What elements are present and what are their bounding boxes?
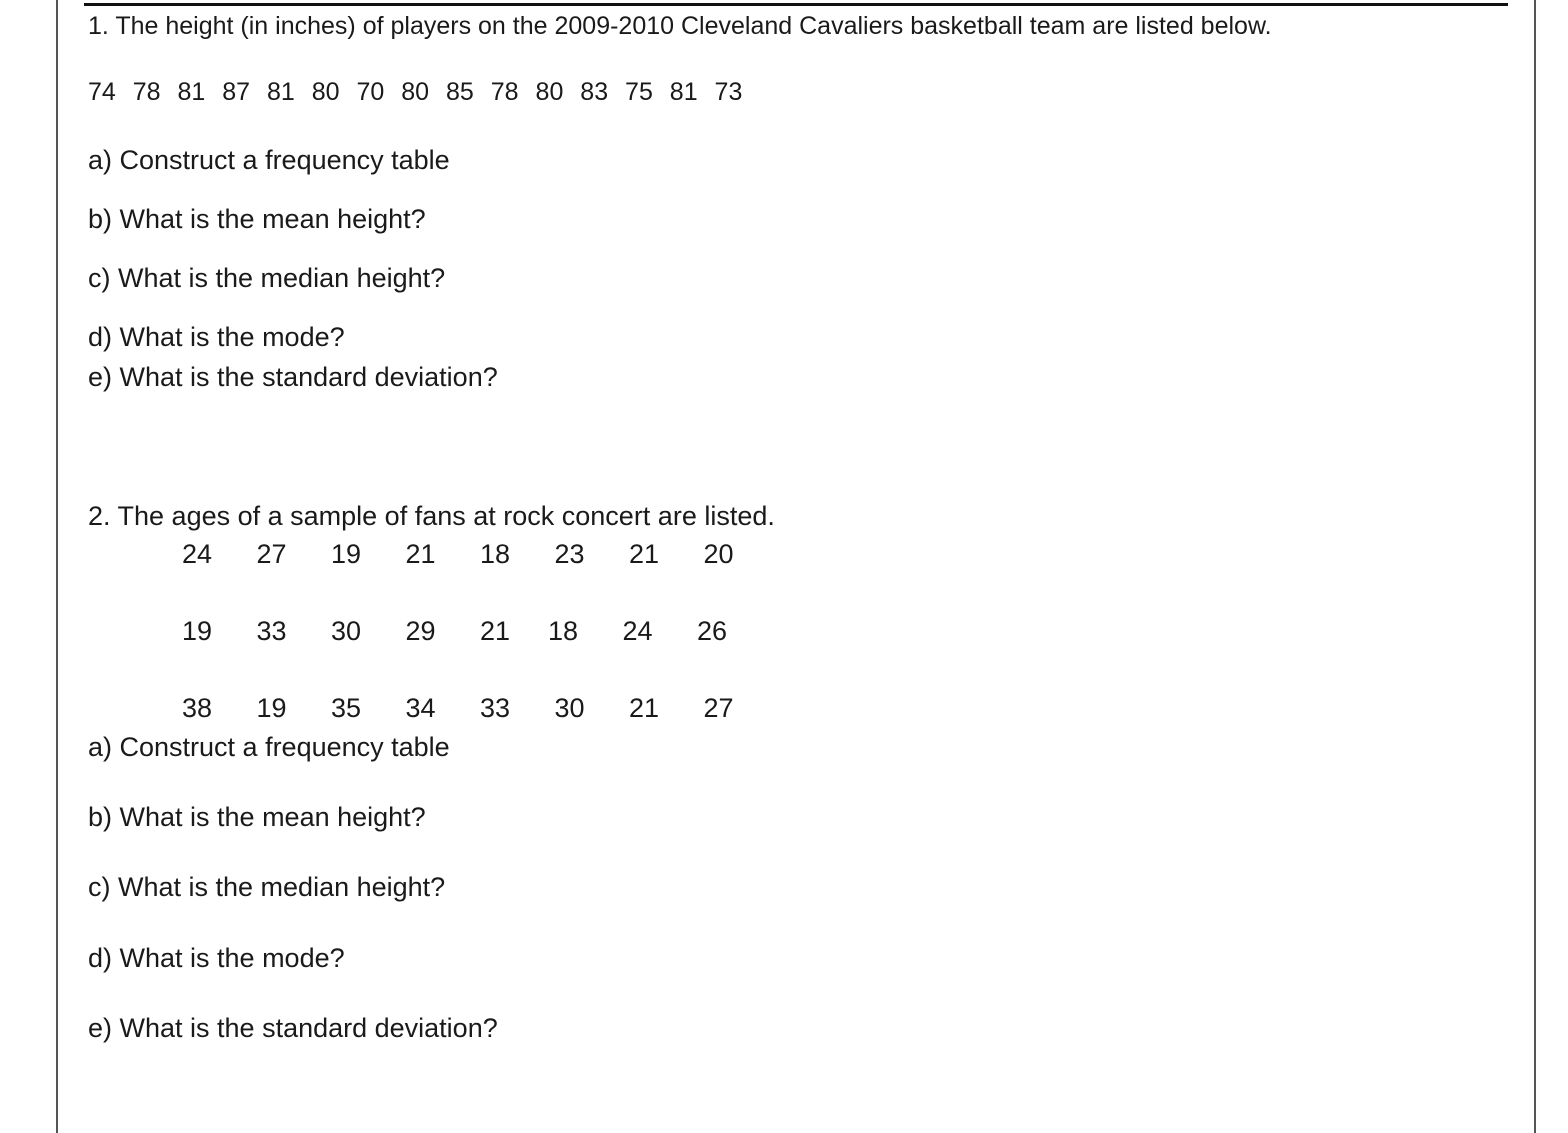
data-value: 21 [480,616,511,646]
data-value: 24 [182,539,213,569]
data-value: 27 [256,539,287,569]
question-2-prompt: 2. The ages of a sample of fans at rock concert are listed. [88,501,775,531]
data-value: 29 [405,616,436,646]
data-value: 26 [697,616,728,646]
data-value: 21 [629,539,660,569]
question-1-part-e: e) What is the standard deviation? [88,362,498,392]
data-value: 20 [703,539,734,569]
page-right-border [1534,0,1536,1133]
question-2-part-a: a) Construct a frequency table [88,732,450,762]
data-value: 24 [622,616,653,646]
data-value: 21 [405,539,436,569]
question-2-part-e: e) What is the standard deviation? [88,1013,498,1043]
data-value: 18 [548,616,579,646]
question-2-part-d: d) What is the mode? [88,943,345,973]
page-left-border [56,0,58,1133]
data-value: 30 [554,693,585,723]
data-value: 38 [182,693,213,723]
question-2-data-row [182,618,772,645]
question-2-part-b: b) What is the mean height? [88,802,426,832]
data-value: 30 [331,616,362,646]
question-2-data-row [182,541,778,568]
data-value: 19 [182,616,213,646]
data-value: 21 [629,693,660,723]
question-1-part-d: d) What is the mode? [88,322,345,352]
data-value: 18 [480,539,511,569]
data-value: 33 [256,616,287,646]
data-value: 19 [256,693,287,723]
question-2-part-c: c) What is the median height? [88,872,446,902]
question-1-prompt: 1. The height (in inches) of players on the 2009-2010 Cleveland Cavaliers basketball team are listed below. [88,12,1272,40]
data-value: 19 [331,539,362,569]
question-1-data: 74 78 81 87 81 80 70 80 85 78 80 83 75 81 73 [88,78,743,106]
question-1-part-c: c) What is the median height? [88,263,446,293]
question-1-part-b: b) What is the mean height? [88,204,426,234]
data-value: 35 [331,693,362,723]
data-value: 23 [554,539,585,569]
data-value: 27 [703,693,734,723]
data-value: 34 [405,693,436,723]
top-rule [84,3,1508,6]
question-1-part-a: a) Construct a frequency table [88,145,450,175]
question-2-data-row [182,695,778,722]
data-value: 33 [480,693,511,723]
